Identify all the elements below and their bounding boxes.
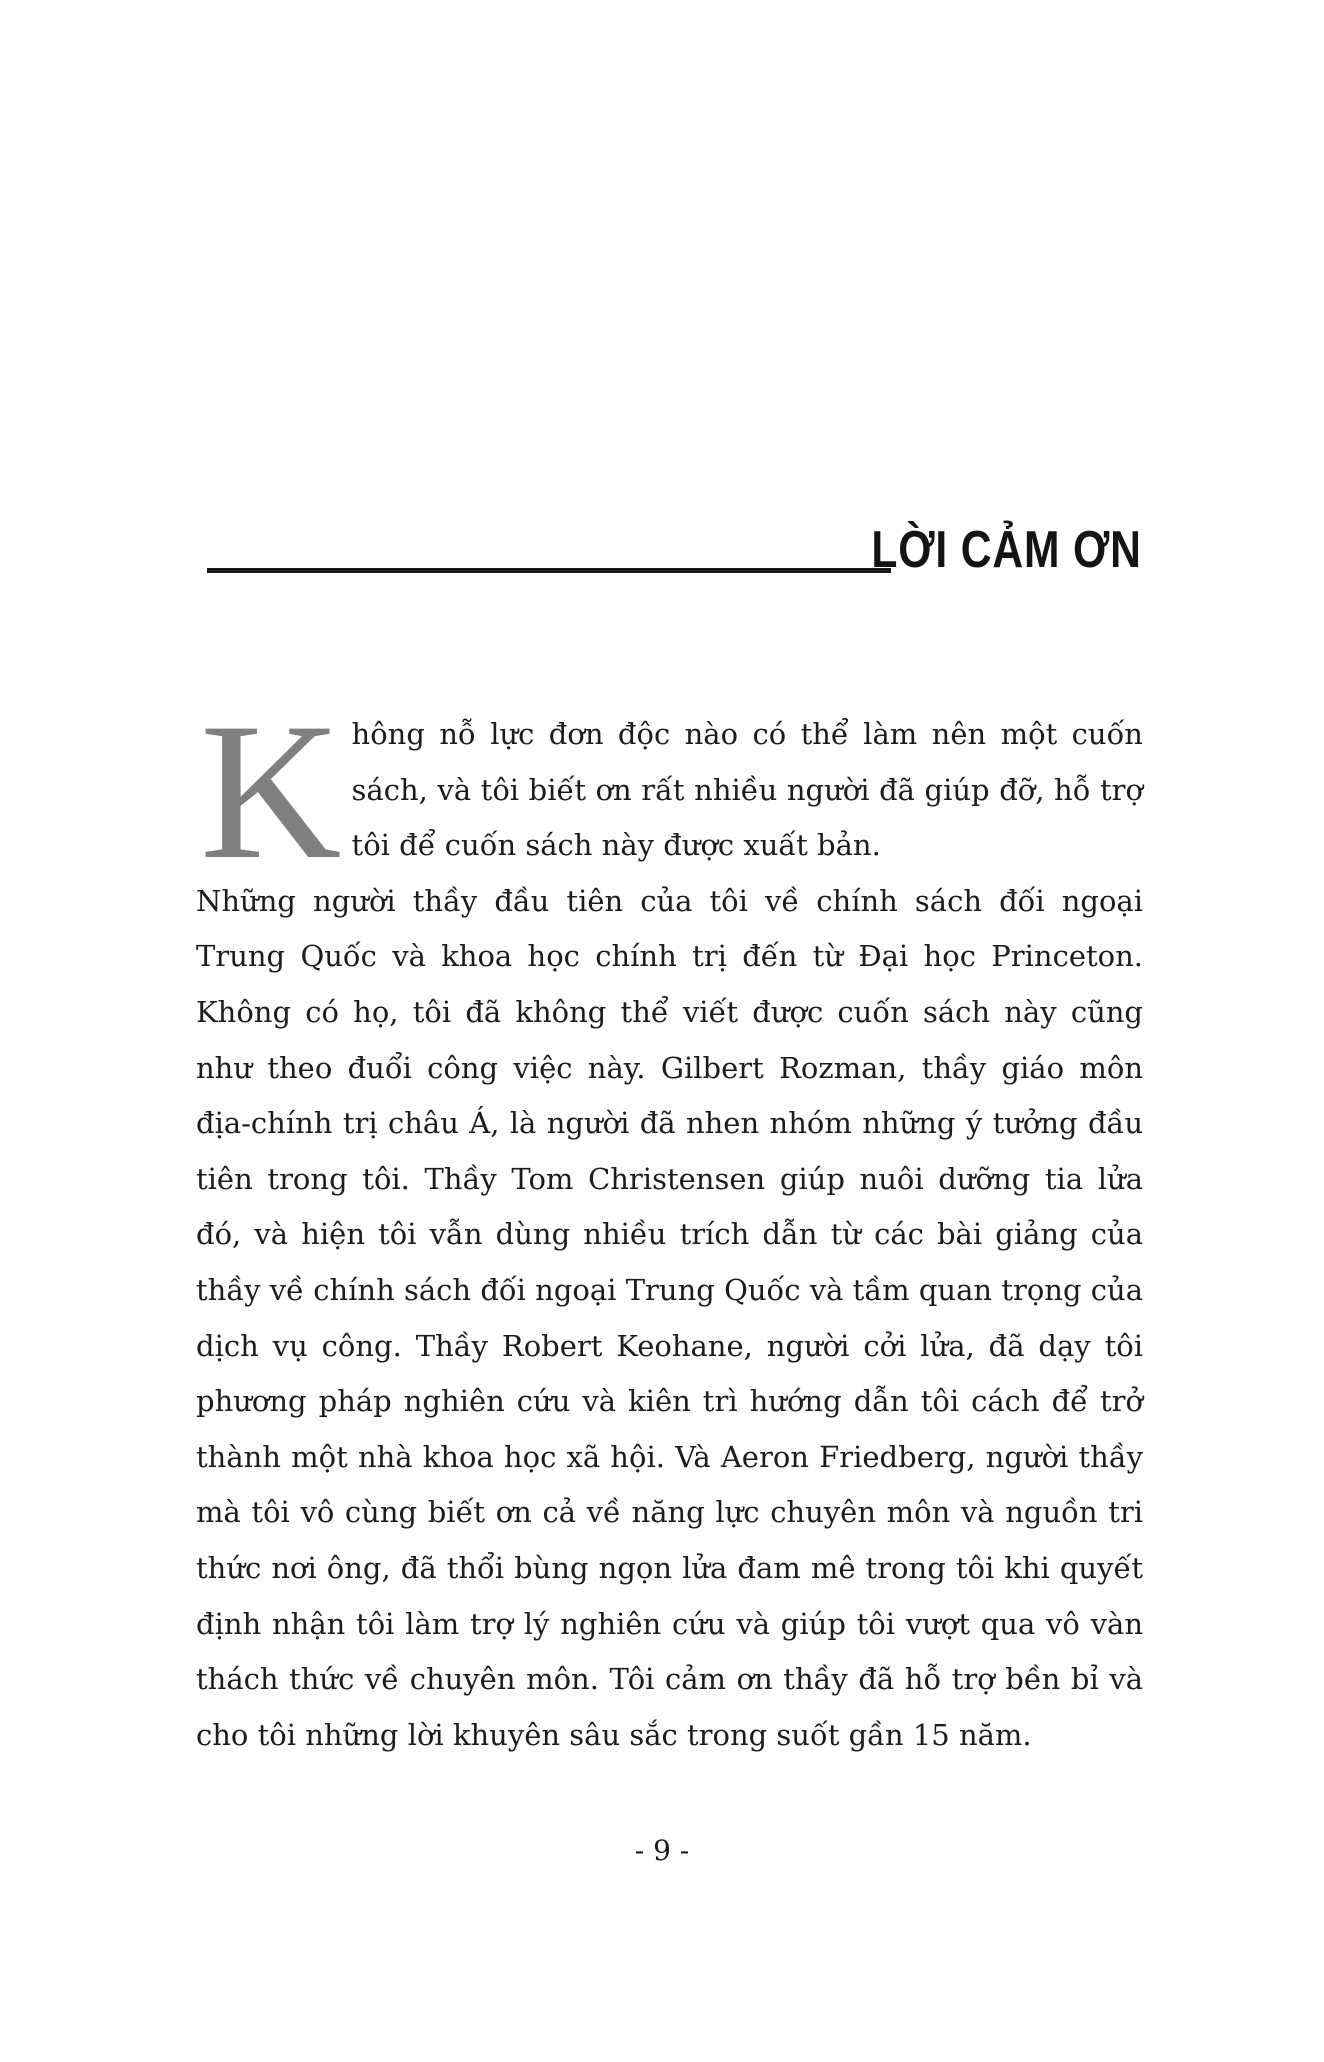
chapter-title: LỜI CẢM ƠN [871, 521, 1142, 579]
body-text [196, 683, 1143, 1763]
first-paragraph [196, 683, 1143, 900]
chapter-header [207, 520, 1142, 590]
header-rule [207, 568, 891, 573]
second-paragraph: Những người thầy đầu tiên của tôi về chính sách đối ngoại Trung Quốc và khoa học chính trị đến từ Đại học Princeton. Không có họ, tôi đã không thể viết được cuốn sách này cũng như theo đuổi công việc này. Gilbert Rozman, thầy giáo môn địa-chính trị châu Á, là người đã nhen nhóm những ý tưởng đầu tiên trong tôi. Thầy Tom Christensen giúp nuôi dưỡng tia lửa đó, và hiện tôi vẫn dùng nhiều trích dẫn từ các bài giảng của thầy về chính sách đối ngoại Trung Quốc và tầm quan trọng của dịch vụ công. Thầy Robert Keohane, người cởi lửa, đã dạy tôi phương pháp nghiên cứu và kiên trì hướng dẫn tôi cách để trở thành một nhà khoa học xã hội. Và Aeron Friedberg, người thầy mà tôi vô cùng biết ơn cả về năng lực chuyên môn và nguồn tri thức nơi ông, đã thổi bùng ngọn lửa đam mê trong tôi khi quyết định nhận tôi làm trợ lý nghiên cứu và giúp tôi vượt qua vô vàn thách thức về chuyên môn. Tôi cảm ơn thầy đã hỗ trợ bền bỉ và cho tôi những lời khuyên sâu sắc trong suốt gần 15 năm. [196, 883, 1143, 1752]
first-paragraph-text: hông nỗ lực đơn độc nào có thể làm nên một cuốn sách, và tôi biết ơn rất nhiều người đã giúp đỡ, hỗ trợ tôi để cuốn sách này được xuất bản. [351, 717, 1143, 863]
page-number: - 9 - [634, 1834, 690, 1867]
drop-cap: K [200, 683, 342, 900]
